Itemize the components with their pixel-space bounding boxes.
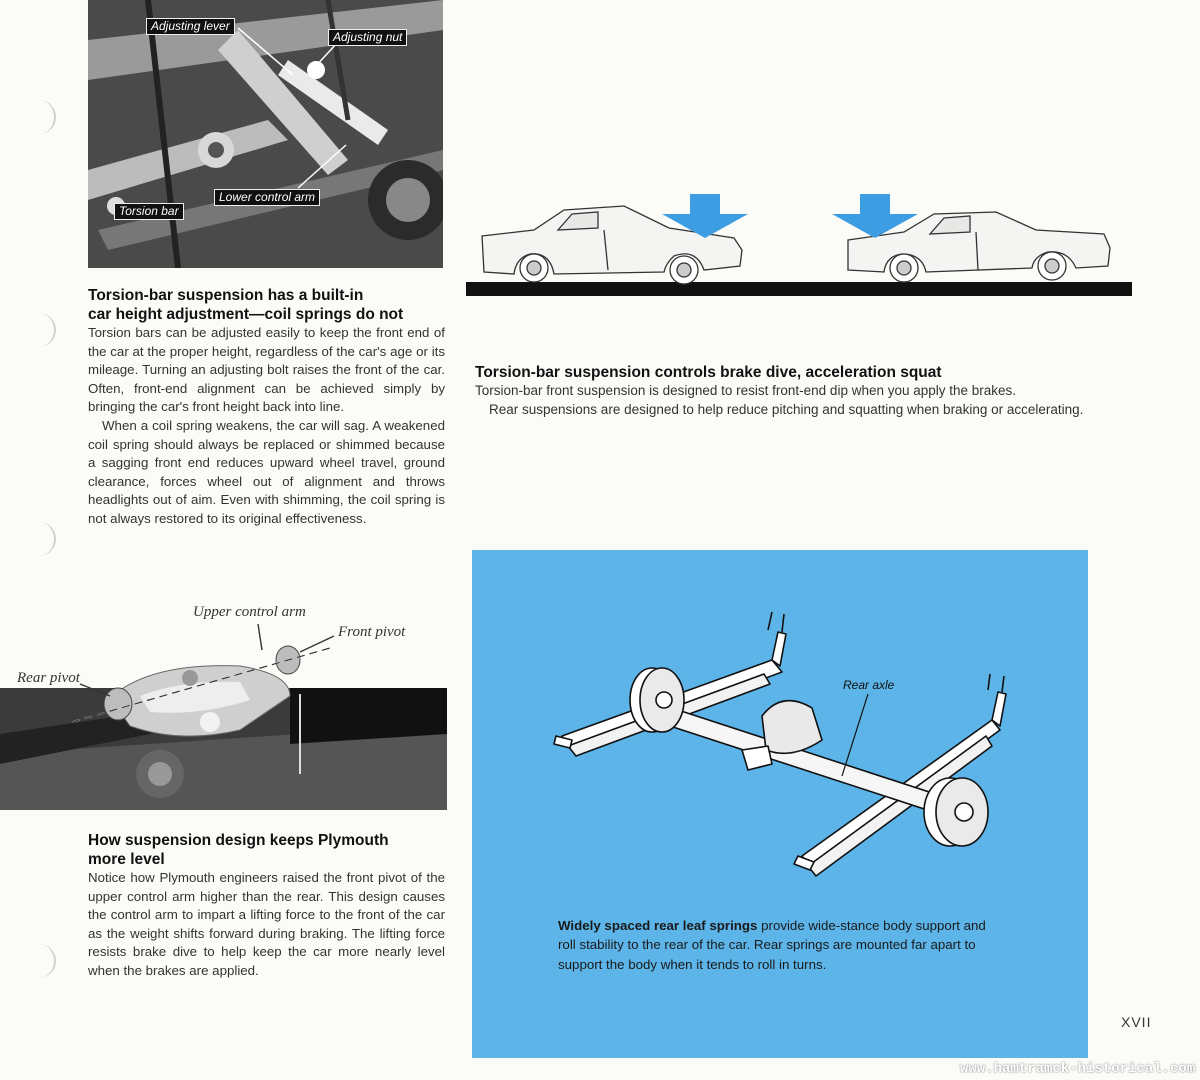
binder-hole — [38, 944, 56, 978]
binder-hole — [38, 100, 56, 134]
section3-heading-line2: more level — [88, 851, 165, 868]
section-suspension-level — [88, 831, 445, 981]
caption-bold: Widely spaced rear leaf springs — [558, 918, 758, 933]
section3-paragraph: Notice how Plymouth engineers raised the front pivot of the upper control arm higher than the rear. This design causes the control arm to impart a lifting force to the front of the car as the weight shifts forward during braking. The lifting force resists brake dive to help keep the car more nearly level when the brakes are applied. — [88, 870, 445, 978]
section1-heading-line1: Torsion-bar suspension has a built-in — [88, 287, 364, 304]
rear-leaf-spring-caption — [558, 916, 1000, 974]
torsion-bar-photo — [88, 0, 443, 268]
caption-text: provide wide-stance body support and roll stability to the rear of the car. Rear springs are mounted far apart to support the body when it tends to roll in turns. — [558, 918, 986, 972]
section-brake-dive — [475, 363, 1087, 419]
brake-dive-diagram — [464, 188, 1132, 298]
binder-hole — [38, 522, 56, 556]
control-arm-photo — [0, 604, 447, 810]
adjusting-nut-label: Adjusting nut — [328, 29, 407, 46]
rear-axle-illustration — [472, 550, 1088, 910]
section-torsion-height — [88, 286, 445, 529]
binder-hole — [38, 313, 56, 347]
torsion-bar-label: Torsion bar — [114, 203, 184, 220]
watermark: www.hamtramck-historical.com — [960, 1061, 1196, 1077]
rear-pivot-label: Rear pivot — [17, 670, 80, 686]
page-number: XVII — [1121, 1014, 1152, 1030]
adjusting-lever-label: Adjusting lever — [146, 18, 235, 35]
section2-paragraph-2: Rear suspensions are designed to help reduce pitching and squatting when braking or accelerating. — [489, 401, 1084, 417]
section1-paragraph-1: Torsion bars can be adjusted easily to keep the front end of the car at the proper height, regardless of the car's age or its mileage. Turning an adjusting bolt raises the front of the car. Often, front-end alignment can be achieved simply by bringing the car's front height back into line. — [88, 325, 445, 415]
front-pivot-label: Front pivot — [338, 624, 406, 640]
rear-leaf-spring-panel — [472, 550, 1088, 1058]
section3-heading-line1: How suspension design keeps Plymouth — [88, 832, 389, 849]
rear-axle-label: Rear axle — [843, 678, 895, 692]
upper-control-arm-label: Upper control arm — [193, 604, 306, 620]
section2-heading: Torsion-bar suspension controls brake dive, acceleration squat — [475, 364, 942, 381]
section2-paragraph-1: Torsion-bar front suspension is designed to resist front-end dip when you apply the brakes. — [475, 383, 1017, 398]
lower-control-arm-label: Lower control arm — [214, 189, 320, 206]
section1-heading-line2: car height adjustment—coil springs do not — [88, 306, 404, 323]
section1-paragraph-2: When a coil spring weakens, the car will sag. A weakened coil spring should always be replaced or shimmed because a sagging front end reduces upward wheel travel, ground clearance, forces wheel out of alignment and throws headlights out of aim. Even with shimming, the coil spring is not always restored to its original effectiveness. — [88, 417, 445, 526]
